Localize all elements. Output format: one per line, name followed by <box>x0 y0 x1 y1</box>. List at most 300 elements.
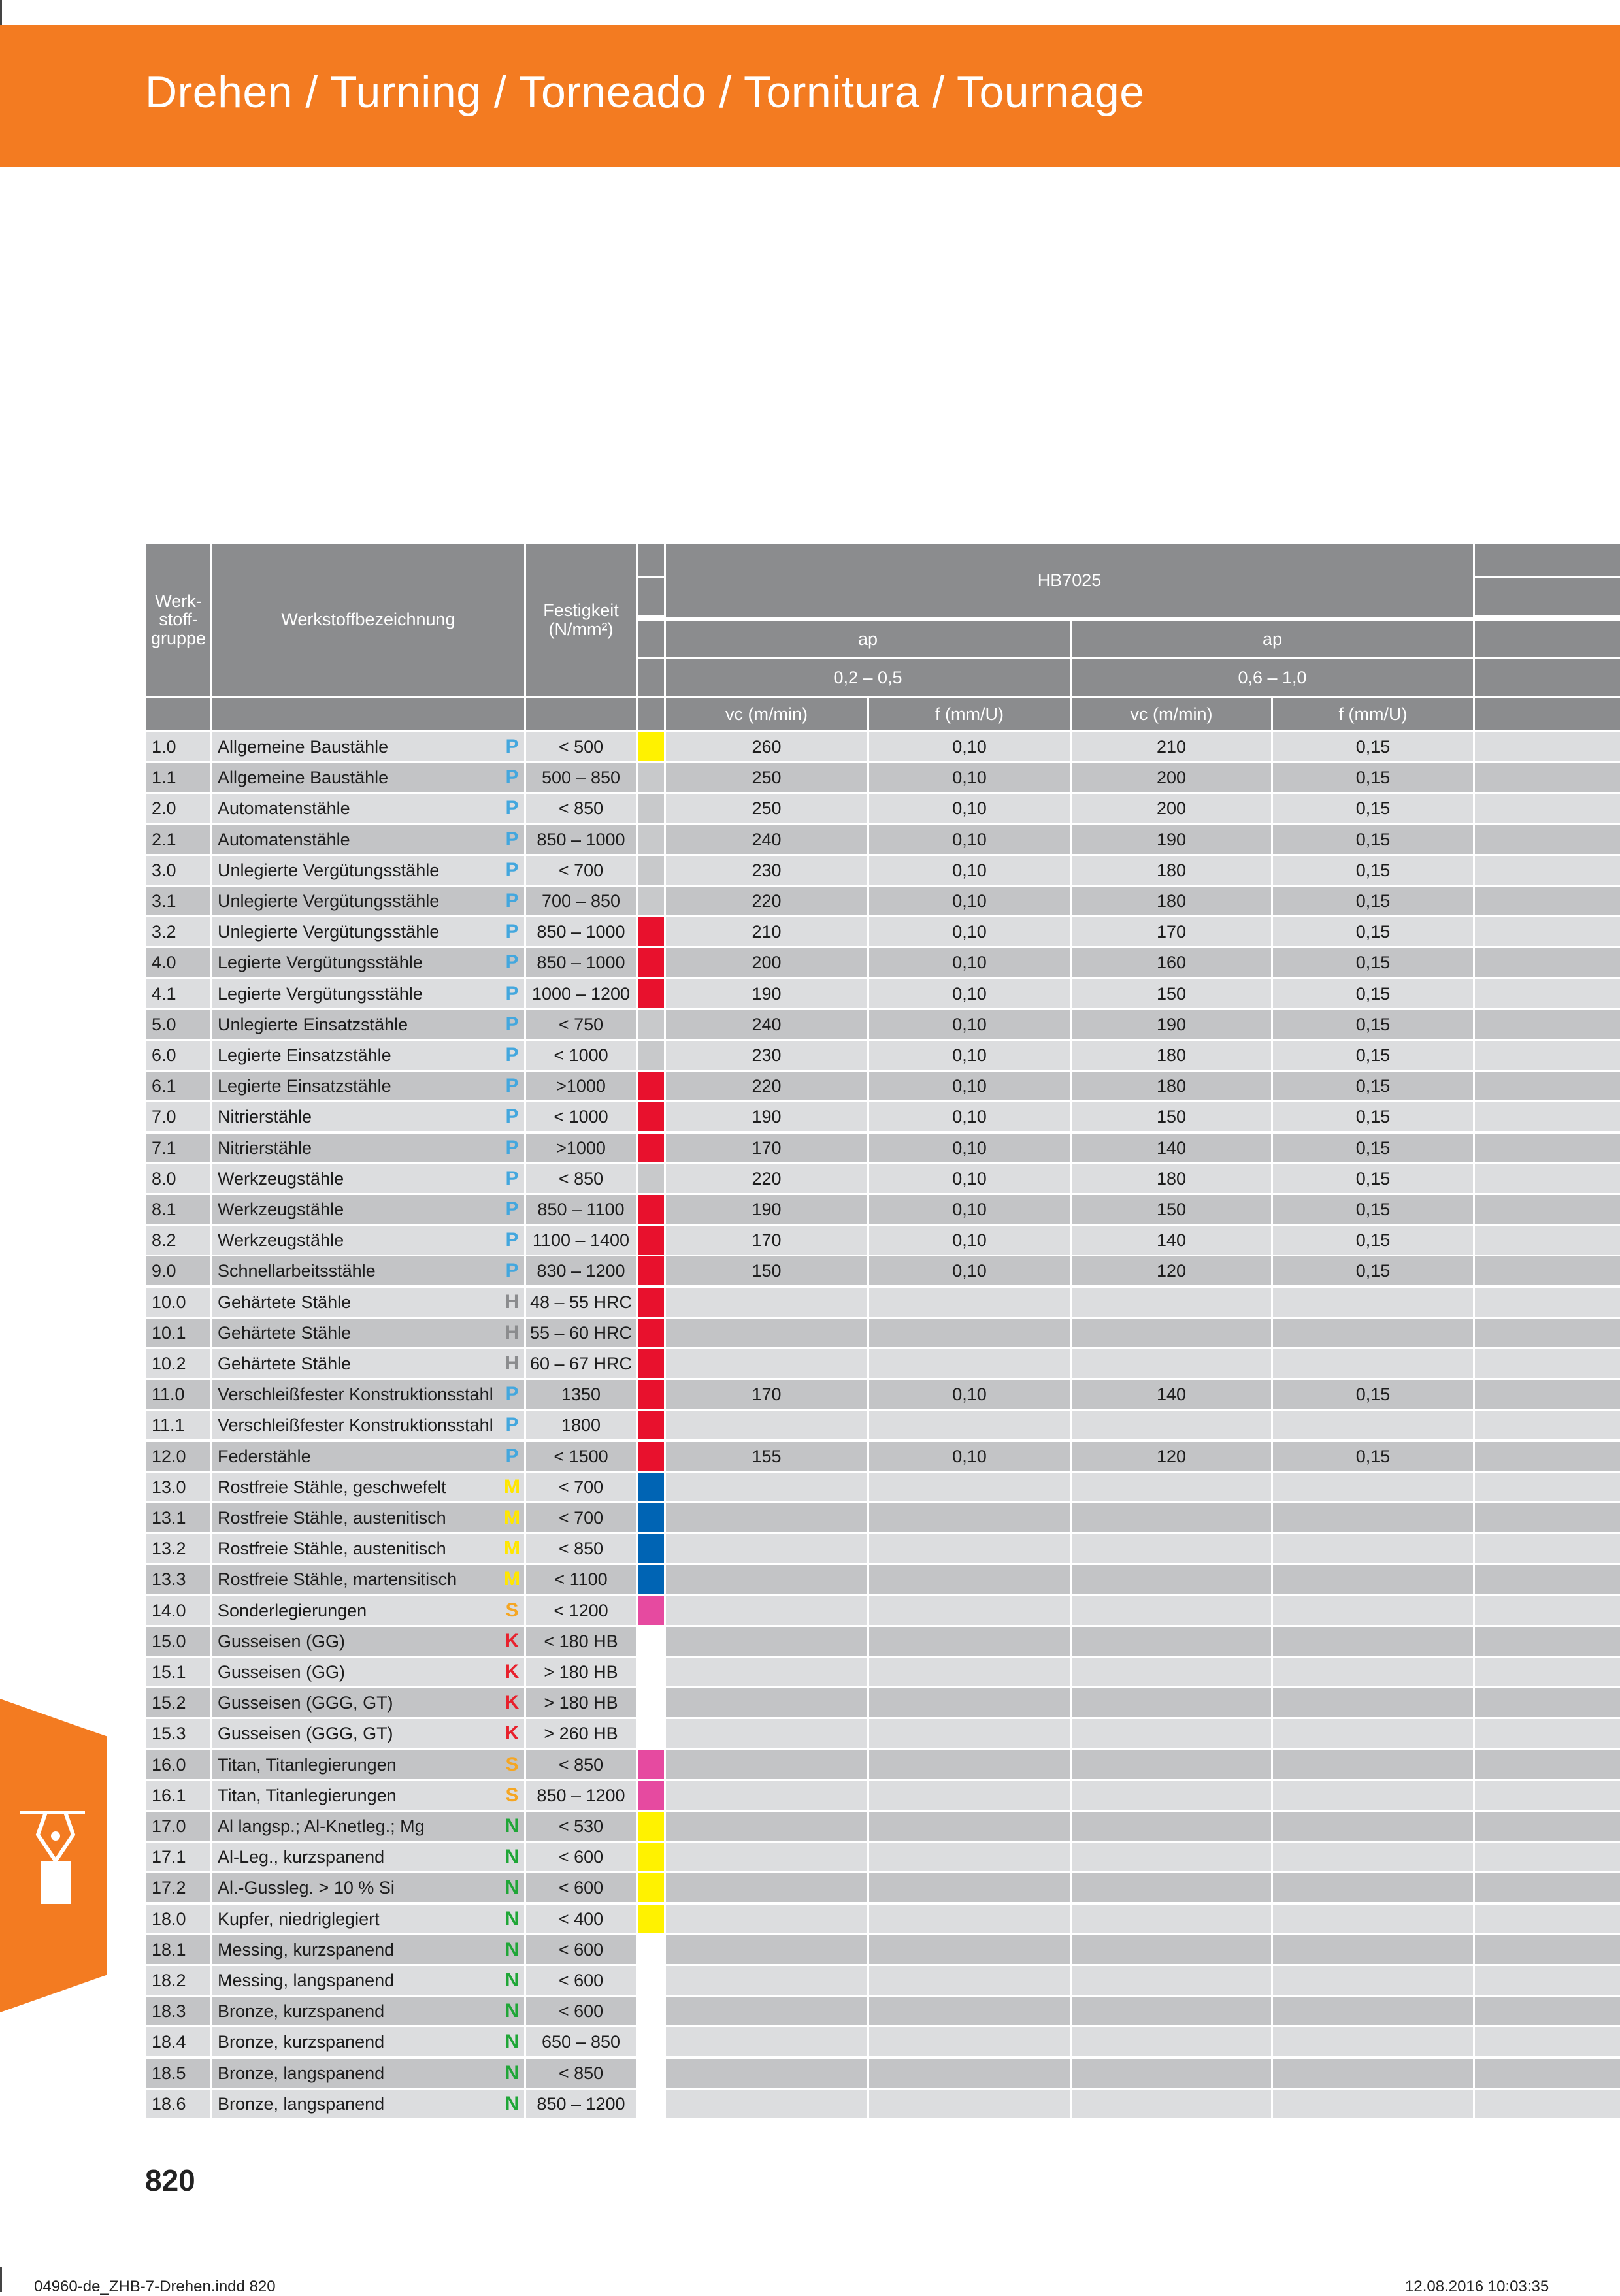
header-swatch-blank <box>638 621 664 657</box>
row-vc-2 <box>1072 1503 1271 1532</box>
hardness-swatch <box>638 1688 664 1717</box>
iso-group-letter: N <box>500 1873 524 1902</box>
row-designation: Rostfreie Stähle, geschwefelt <box>212 1473 500 1501</box>
row-extra <box>1475 1812 1620 1841</box>
row-f-2 <box>1273 1812 1473 1841</box>
row-group-id: 6.0 <box>146 1041 210 1070</box>
row-designation: Unlegierte Vergütungsstähle <box>212 917 500 946</box>
row-group-id: 16.0 <box>146 1750 210 1779</box>
row-f-1 <box>869 1688 1070 1717</box>
row-f-2 <box>1273 1843 1473 1871</box>
row-extra <box>1475 1534 1620 1563</box>
row-vc-1 <box>666 1688 867 1717</box>
row-group-id: 18.4 <box>146 2027 210 2056</box>
row-f-1: 0,10 <box>869 1226 1070 1255</box>
row-designation: Bronze, kurzspanend <box>212 2027 500 2056</box>
row-extra <box>1475 1997 1620 2025</box>
row-designation: Gusseisen (GG) <box>212 1627 500 1656</box>
row-f-1: 0,10 <box>869 979 1070 1008</box>
hardness-swatch <box>638 1596 664 1625</box>
row-extra <box>1475 1627 1620 1656</box>
row-strength: 850 – 1000 <box>526 917 636 946</box>
row-strength: < 600 <box>526 1935 636 1964</box>
hardness-swatch <box>638 1102 664 1131</box>
iso-group-letter: P <box>500 1380 524 1409</box>
header-ap-range-1: 0,2 – 0,5 <box>666 659 1070 696</box>
row-group-id: 1.0 <box>146 732 210 761</box>
row-f-2 <box>1273 1596 1473 1625</box>
row-designation: Federstähle <box>212 1442 500 1471</box>
row-extra <box>1475 1195 1620 1224</box>
row-designation: Titan, Titanlegierungen <box>212 1781 500 1810</box>
row-group-id: 10.2 <box>146 1349 210 1378</box>
iso-group-letter: P <box>500 825 524 854</box>
row-vc-2 <box>1072 1905 1271 1933</box>
header-designation: Werkstoffbezeichnung <box>212 544 524 696</box>
row-f-1 <box>869 1873 1070 1902</box>
row-group-id: 17.2 <box>146 1873 210 1902</box>
iso-group-letter: M <box>500 1534 524 1563</box>
row-f-1 <box>869 2027 1070 2056</box>
row-vc-2 <box>1072 2059 1271 2088</box>
row-extra <box>1475 1750 1620 1779</box>
row-extra <box>1475 1041 1620 1070</box>
iso-group-letter: N <box>500 1935 524 1964</box>
row-designation: Automatenstähle <box>212 794 500 823</box>
row-extra <box>1475 1226 1620 1255</box>
row-vc-2 <box>1072 1935 1271 1964</box>
row-vc-1 <box>666 1812 867 1841</box>
row-vc-1: 250 <box>666 763 867 792</box>
row-group-id: 7.0 <box>146 1102 210 1131</box>
iso-group-letter: P <box>500 763 524 792</box>
hardness-swatch <box>638 1905 664 1933</box>
row-f-2 <box>1273 2059 1473 2088</box>
row-designation: Gusseisen (GGG, GT) <box>212 1719 500 1748</box>
row-strength: 500 – 850 <box>526 763 636 792</box>
row-vc-2: 140 <box>1072 1226 1271 1255</box>
row-designation: Verschleißfester Konstruktionsstahl <box>212 1411 500 1439</box>
row-vc-1 <box>666 1534 867 1563</box>
print-timestamp: 12.08.2016 10:03:35 <box>1405 2278 1549 2295</box>
bottom-margin <box>0 2267 2 2292</box>
row-f-1 <box>869 1781 1070 1810</box>
row-f-2: 0,15 <box>1273 1041 1473 1070</box>
row-designation: Nitrierstähle <box>212 1102 500 1131</box>
row-extra <box>1475 2090 1620 2118</box>
row-f-2 <box>1273 1288 1473 1317</box>
iso-group-letter: K <box>500 1658 524 1686</box>
row-group-id: 18.5 <box>146 2059 210 2088</box>
row-f-2: 0,15 <box>1273 825 1473 854</box>
row-f-1 <box>869 1719 1070 1748</box>
row-strength: 1350 <box>526 1380 636 1409</box>
row-f-2: 0,15 <box>1273 1072 1473 1100</box>
row-strength: >1000 <box>526 1134 636 1162</box>
row-f-2 <box>1273 1627 1473 1656</box>
row-designation: Legierte Einsatzstähle <box>212 1072 500 1100</box>
row-vc-1: 170 <box>666 1380 867 1409</box>
row-group-id: 18.6 <box>146 2090 210 2118</box>
row-strength: 650 – 850 <box>526 2027 636 2056</box>
row-designation: Bronze, langspanend <box>212 2059 500 2088</box>
row-vc-1: 240 <box>666 1010 867 1039</box>
row-strength: < 600 <box>526 1843 636 1871</box>
row-strength: < 600 <box>526 1873 636 1902</box>
row-f-1 <box>869 1935 1070 1964</box>
header-blank <box>526 698 636 730</box>
row-vc-1 <box>666 1781 867 1810</box>
row-f-2 <box>1273 1873 1473 1902</box>
header-swatch-blank <box>638 578 664 615</box>
row-f-2: 0,15 <box>1273 887 1473 915</box>
row-designation: Sonderlegierungen <box>212 1596 500 1625</box>
row-vc-1 <box>666 1288 867 1317</box>
header-ap-range-2: 0,6 – 1,0 <box>1072 659 1473 696</box>
row-group-id: 8.0 <box>146 1164 210 1193</box>
hardness-swatch <box>638 1719 664 1748</box>
iso-group-letter: M <box>500 1473 524 1501</box>
row-f-1: 0,10 <box>869 794 1070 823</box>
header-blank <box>212 698 524 730</box>
row-vc-2: 140 <box>1072 1380 1271 1409</box>
row-f-2: 0,15 <box>1273 979 1473 1008</box>
row-vc-2 <box>1072 2090 1271 2118</box>
page-number: 820 <box>145 2163 195 2197</box>
iso-group-letter: P <box>500 948 524 977</box>
iso-group-letter: H <box>500 1319 524 1347</box>
row-designation: Gehärtete Stähle <box>212 1288 500 1317</box>
row-vc-1 <box>666 1905 867 1933</box>
row-extra <box>1475 732 1620 761</box>
row-group-id: 11.0 <box>146 1380 210 1409</box>
row-vc-2 <box>1072 1781 1271 1810</box>
row-strength: 850 – 1000 <box>526 825 636 854</box>
row-f-1 <box>869 1627 1070 1656</box>
row-f-2 <box>1273 1473 1473 1501</box>
row-strength: < 600 <box>526 1966 636 1995</box>
row-designation: Rostfreie Stähle, austenitisch <box>212 1503 500 1532</box>
iso-group-letter: N <box>500 1905 524 1933</box>
hardness-swatch <box>638 1997 664 2025</box>
row-strength: < 700 <box>526 1473 636 1501</box>
iso-group-letter: P <box>500 1256 524 1285</box>
iso-group-letter: S <box>500 1781 524 1810</box>
row-vc-2 <box>1072 1565 1271 1594</box>
row-vc-2: 200 <box>1072 794 1271 823</box>
row-f-2: 0,15 <box>1273 1102 1473 1131</box>
row-f-1: 0,10 <box>869 825 1070 854</box>
row-group-id: 15.0 <box>146 1627 210 1656</box>
iso-group-letter: P <box>500 1010 524 1039</box>
row-f-1: 0,10 <box>869 1195 1070 1224</box>
row-group-id: 15.3 <box>146 1719 210 1748</box>
row-extra <box>1475 1935 1620 1964</box>
row-designation: Al.-Gussleg. > 10 % Si <box>212 1873 500 1902</box>
row-vc-2 <box>1072 1873 1271 1902</box>
iso-group-letter: N <box>500 2059 524 2088</box>
hardness-swatch <box>638 794 664 823</box>
row-group-id: 13.2 <box>146 1534 210 1563</box>
hardness-swatch <box>638 1164 664 1193</box>
row-f-1 <box>869 1905 1070 1933</box>
row-vc-1: 200 <box>666 948 867 977</box>
row-vc-1: 250 <box>666 794 867 823</box>
row-vc-2: 200 <box>1072 763 1271 792</box>
hardness-swatch <box>638 1010 664 1039</box>
row-extra <box>1475 1256 1620 1285</box>
row-vc-2 <box>1072 1688 1271 1717</box>
row-f-2 <box>1273 2027 1473 2056</box>
row-vc-2: 180 <box>1072 856 1271 885</box>
header-strength: Festigkeit (N/mm²) <box>526 544 636 696</box>
hardness-swatch <box>638 1288 664 1317</box>
row-vc-1 <box>666 2090 867 2118</box>
row-group-id: 8.2 <box>146 1226 210 1255</box>
row-strength: 1800 <box>526 1411 636 1439</box>
iso-group-letter: H <box>500 1288 524 1317</box>
row-vc-1 <box>666 2059 867 2088</box>
iso-group-letter: P <box>500 1041 524 1070</box>
row-extra <box>1475 1873 1620 1902</box>
hardness-swatch <box>638 1226 664 1255</box>
row-group-id: 4.1 <box>146 979 210 1008</box>
row-vc-1: 210 <box>666 917 867 946</box>
row-vc-1 <box>666 1627 867 1656</box>
row-vc-1 <box>666 1966 867 1995</box>
header-swatch-blank <box>638 659 664 696</box>
row-group-id: 10.1 <box>146 1319 210 1347</box>
row-vc-2 <box>1072 1319 1271 1347</box>
row-strength: < 850 <box>526 1164 636 1193</box>
row-f-2: 0,15 <box>1273 794 1473 823</box>
iso-group-letter: P <box>500 1195 524 1224</box>
row-f-2 <box>1273 2090 1473 2118</box>
row-vc-1 <box>666 1997 867 2025</box>
header-vc-2: vc (m/min) <box>1072 698 1271 730</box>
row-extra <box>1475 2027 1620 2056</box>
row-group-id: 12.0 <box>146 1442 210 1471</box>
row-extra <box>1475 1102 1620 1131</box>
hardness-swatch <box>638 917 664 946</box>
hardness-swatch <box>638 1380 664 1409</box>
header-extra <box>1475 578 1620 615</box>
row-extra <box>1475 1411 1620 1439</box>
iso-group-letter: K <box>500 1627 524 1656</box>
row-f-2 <box>1273 1411 1473 1439</box>
iso-group-letter: S <box>500 1750 524 1779</box>
row-f-2 <box>1273 1966 1473 1995</box>
row-vc-1 <box>666 1473 867 1501</box>
row-designation: Bronze, kurzspanend <box>212 1997 500 2025</box>
row-extra <box>1475 1565 1620 1594</box>
header-ap-1: ap <box>666 621 1070 657</box>
row-vc-2 <box>1072 1534 1271 1563</box>
row-f-2 <box>1273 1719 1473 1748</box>
row-vc-1 <box>666 1719 867 1748</box>
iso-group-letter: P <box>500 1072 524 1100</box>
row-strength: < 180 HB <box>526 1627 636 1656</box>
row-vc-1: 190 <box>666 1102 867 1131</box>
row-f-2 <box>1273 1688 1473 1717</box>
row-vc-1 <box>666 1935 867 1964</box>
row-strength: 830 – 1200 <box>526 1256 636 1285</box>
row-f-1: 0,10 <box>869 1102 1070 1131</box>
iso-group-letter: P <box>500 979 524 1008</box>
row-f-2: 0,15 <box>1273 1195 1473 1224</box>
header-grade: HB7025 <box>666 544 1473 617</box>
row-vc-2 <box>1072 1288 1271 1317</box>
row-extra <box>1475 1596 1620 1625</box>
row-vc-1: 190 <box>666 979 867 1008</box>
row-extra <box>1475 2059 1620 2088</box>
row-group-id: 3.2 <box>146 917 210 946</box>
row-designation: Gusseisen (GG) <box>212 1658 500 1686</box>
row-group-id: 10.0 <box>146 1288 210 1317</box>
row-group-id: 3.0 <box>146 856 210 885</box>
row-strength: < 700 <box>526 856 636 885</box>
row-strength: 850 – 1200 <box>526 1781 636 1810</box>
row-f-2 <box>1273 1658 1473 1686</box>
page-title: Drehen / Turning / Torneado / Tornitura / Tournage <box>145 67 1145 117</box>
row-f-2 <box>1273 1750 1473 1779</box>
row-f-2: 0,15 <box>1273 948 1473 977</box>
row-vc-1 <box>666 1411 867 1439</box>
row-vc-1 <box>666 2027 867 2056</box>
row-strength: 60 – 67 HRC <box>526 1349 636 1378</box>
hardness-swatch <box>638 1966 664 1995</box>
row-f-2: 0,15 <box>1273 763 1473 792</box>
hardness-swatch <box>638 1812 664 1841</box>
row-f-1 <box>869 1750 1070 1779</box>
header-extra <box>1475 659 1620 696</box>
row-vc-2: 190 <box>1072 825 1271 854</box>
row-extra <box>1475 763 1620 792</box>
row-strength: < 600 <box>526 1997 636 2025</box>
row-group-id: 6.1 <box>146 1072 210 1100</box>
header-ap-2: ap <box>1072 621 1473 657</box>
row-f-2: 0,15 <box>1273 1380 1473 1409</box>
iso-group-letter: H <box>500 1349 524 1378</box>
row-strength: > 180 HB <box>526 1688 636 1717</box>
row-f-2: 0,15 <box>1273 1010 1473 1039</box>
row-f-2: 0,15 <box>1273 856 1473 885</box>
row-group-id: 18.0 <box>146 1905 210 1933</box>
row-strength: < 1100 <box>526 1565 636 1594</box>
row-f-2 <box>1273 1319 1473 1347</box>
row-f-2: 0,15 <box>1273 732 1473 761</box>
row-vc-2 <box>1072 1627 1271 1656</box>
row-designation: Schnellarbeitsstähle <box>212 1256 500 1285</box>
hardness-swatch <box>638 1935 664 1964</box>
row-vc-2 <box>1072 1812 1271 1841</box>
row-group-id: 9.0 <box>146 1256 210 1285</box>
row-vc-1 <box>666 1873 867 1902</box>
row-strength: > 260 HB <box>526 1719 636 1748</box>
row-f-1: 0,10 <box>869 763 1070 792</box>
row-f-1 <box>869 1288 1070 1317</box>
row-f-1 <box>869 1349 1070 1378</box>
row-designation: Unlegierte Vergütungsstähle <box>212 887 500 915</box>
hardness-swatch <box>638 1627 664 1656</box>
row-vc-2: 180 <box>1072 1164 1271 1193</box>
row-vc-2 <box>1072 1719 1271 1748</box>
row-designation: Legierte Einsatzstähle <box>212 1041 500 1070</box>
row-strength: 850 – 1000 <box>526 948 636 977</box>
row-extra <box>1475 825 1620 854</box>
row-f-1: 0,10 <box>869 887 1070 915</box>
row-strength: < 1200 <box>526 1596 636 1625</box>
row-vc-1 <box>666 1349 867 1378</box>
row-vc-2: 180 <box>1072 1072 1271 1100</box>
row-extra <box>1475 1688 1620 1717</box>
row-vc-2: 180 <box>1072 1041 1271 1070</box>
row-strength: < 1000 <box>526 1041 636 1070</box>
row-vc-1: 230 <box>666 1041 867 1070</box>
iso-group-letter: N <box>500 1966 524 1995</box>
row-designation: Nitrierstähle <box>212 1134 500 1162</box>
row-vc-1: 230 <box>666 856 867 885</box>
row-vc-1: 150 <box>666 1256 867 1285</box>
hardness-swatch <box>638 1873 664 1902</box>
row-vc-2: 150 <box>1072 979 1271 1008</box>
row-vc-2: 140 <box>1072 1134 1271 1162</box>
row-f-1: 0,10 <box>869 732 1070 761</box>
row-vc-2: 120 <box>1072 1442 1271 1471</box>
row-group-id: 15.1 <box>146 1658 210 1686</box>
hardness-swatch <box>638 1781 664 1810</box>
iso-group-letter: P <box>500 732 524 761</box>
row-designation: Automatenstähle <box>212 825 500 854</box>
hardness-swatch <box>638 979 664 1008</box>
header-f-2: f (mm/U) <box>1273 698 1473 730</box>
row-strength: < 850 <box>526 1534 636 1563</box>
header-vc-1: vc (m/min) <box>666 698 867 730</box>
hardness-swatch <box>638 2059 664 2088</box>
row-vc-2: 170 <box>1072 917 1271 946</box>
hardness-swatch <box>638 1750 664 1779</box>
row-extra <box>1475 1072 1620 1100</box>
row-extra <box>1475 1719 1620 1748</box>
row-extra <box>1475 1843 1620 1871</box>
row-vc-1: 190 <box>666 1195 867 1224</box>
header-extra <box>1475 698 1620 730</box>
row-f-2: 0,15 <box>1273 1226 1473 1255</box>
iso-group-letter: M <box>500 1503 524 1532</box>
row-strength: < 700 <box>526 1503 636 1532</box>
row-group-id: 15.2 <box>146 1688 210 1717</box>
iso-group-letter: P <box>500 1411 524 1439</box>
row-designation: Werkzeugstähle <box>212 1164 500 1193</box>
row-vc-2: 210 <box>1072 732 1271 761</box>
hardness-swatch <box>638 1256 664 1285</box>
row-strength: < 400 <box>526 1905 636 1933</box>
row-f-2 <box>1273 1905 1473 1933</box>
turning-tool-icon <box>20 1803 91 1908</box>
row-designation: Bronze, langspanend <box>212 2090 500 2118</box>
row-designation: Al langsp.; Al-Knetleg.; Mg <box>212 1812 500 1841</box>
row-f-1 <box>869 1565 1070 1594</box>
row-group-id: 2.1 <box>146 825 210 854</box>
hardness-swatch <box>638 856 664 885</box>
hardness-swatch <box>638 763 664 792</box>
row-strength: < 500 <box>526 732 636 761</box>
hardness-swatch <box>638 1503 664 1532</box>
iso-group-letter: N <box>500 1812 524 1841</box>
row-f-2 <box>1273 1997 1473 2025</box>
row-designation: Werkzeugstähle <box>212 1226 500 1255</box>
hardness-swatch <box>638 1041 664 1070</box>
